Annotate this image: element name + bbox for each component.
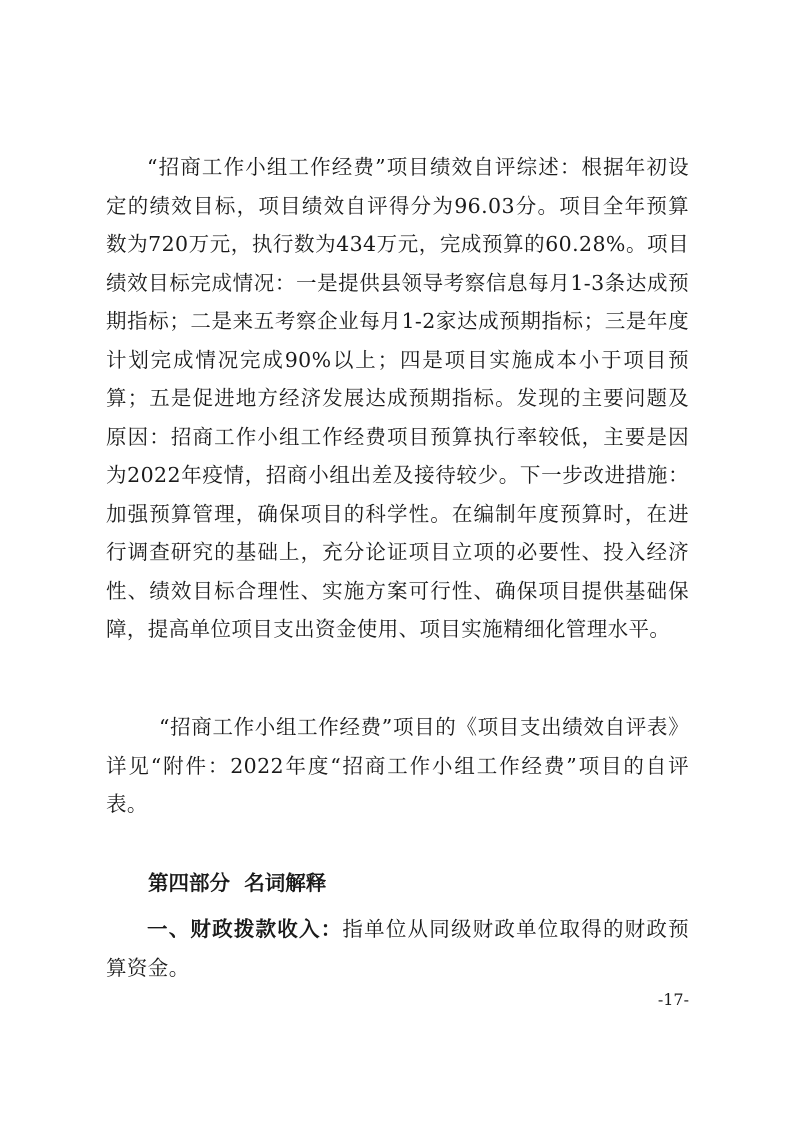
- performance-summary-paragraph: “招商工作小组工作经费”项目绩效自评综述：根据年初设定的绩效目标，项目绩效自评得分为96.03分。项目全年预算数为720万元，执行数为434万元，完成预算的60.28%。项目绩效目标完成情况：一是提供县领导考察信息每月1-3条达成预期指标；二是来五考察企业每月1-2家达成预期指标；三是年度计划完成情况完成90%以上；四是项目实施成本小于项目预算；五是促进地方经济发展达成预期指标。发现的主要问题及原因：招商工作小组工作经费项目预算执行率较低，主要是因为2022年疫情，招商小组出差及接待较少。下一步改进措施：加强预算管理，确保项目的科学性。在编制年度预算时，在进行调查研究的基础上，充分论证项目立项的必要性、投入经济性、绩效目标合理性、实施方案可行性、确保项目提供基础保障，提高单位项目支出资金使用、项目实施精细化管理水平。: [106, 155, 689, 641]
- definition-paragraph: [106, 910, 689, 987]
- definition-text: 指单位从同级财政单位取得的财政预算资金。: [106, 917, 689, 980]
- page-number: -17-: [657, 990, 689, 1009]
- section-heading: 第四部分 名词解释: [148, 871, 327, 895]
- self-evaluation-reference-paragraph: “招商工作小组工作经费”项目的《项目支出绩效自评表》详见“附件：2022年度“招商工作小组工作经费”项目的自评表。: [106, 715, 689, 816]
- definition-term: 一、财政拨款收入：: [147, 917, 343, 941]
